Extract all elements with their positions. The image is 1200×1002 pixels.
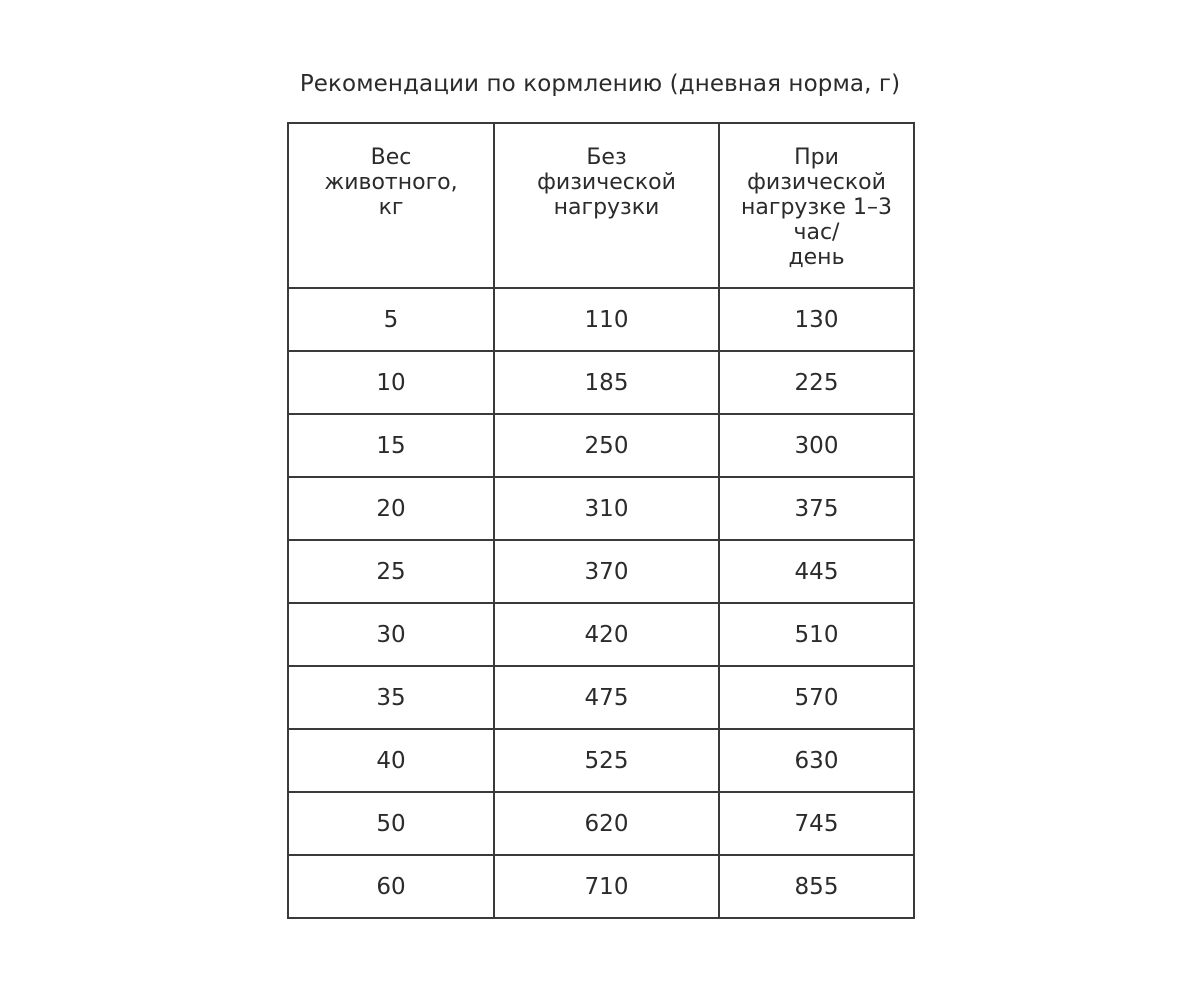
cell-weight: 35	[288, 666, 494, 729]
cell-weight: 10	[288, 351, 494, 414]
header-weight: Вес животного, кг	[288, 123, 494, 288]
table-row	[288, 792, 914, 855]
table-row	[288, 351, 914, 414]
table-row	[288, 288, 914, 351]
header-no-activity: Без физической нагрузки	[494, 123, 719, 288]
cell-no-activity: 310	[494, 477, 719, 540]
table-row	[288, 855, 914, 918]
cell-no-activity: 250	[494, 414, 719, 477]
header-with-activity: При физической нагрузке 1–3 час/ день	[719, 123, 914, 288]
cell-weight: 5	[288, 288, 494, 351]
feeding-table	[287, 122, 915, 919]
cell-weight: 40	[288, 729, 494, 792]
cell-with-activity: 510	[719, 603, 914, 666]
cell-with-activity: 855	[719, 855, 914, 918]
table-row	[288, 540, 914, 603]
cell-no-activity: 185	[494, 351, 719, 414]
cell-weight: 60	[288, 855, 494, 918]
cell-no-activity: 110	[494, 288, 719, 351]
cell-with-activity: 570	[719, 666, 914, 729]
cell-weight: 15	[288, 414, 494, 477]
cell-with-activity: 375	[719, 477, 914, 540]
cell-with-activity: 445	[719, 540, 914, 603]
cell-no-activity: 370	[494, 540, 719, 603]
cell-weight: 50	[288, 792, 494, 855]
cell-with-activity: 745	[719, 792, 914, 855]
cell-with-activity: 130	[719, 288, 914, 351]
cell-weight: 25	[288, 540, 494, 603]
cell-no-activity: 420	[494, 603, 719, 666]
table-row	[288, 666, 914, 729]
table-title: Рекомендации по кормлению (дневная норма, г)	[299, 71, 901, 97]
cell-with-activity: 630	[719, 729, 914, 792]
cell-no-activity: 710	[494, 855, 719, 918]
cell-with-activity: 300	[719, 414, 914, 477]
table-row	[288, 603, 914, 666]
cell-no-activity: 620	[494, 792, 719, 855]
cell-with-activity: 225	[719, 351, 914, 414]
table-row	[288, 414, 914, 477]
table-header-row	[288, 123, 914, 288]
cell-weight: 30	[288, 603, 494, 666]
cell-no-activity: 525	[494, 729, 719, 792]
table-row	[288, 477, 914, 540]
table-row	[288, 729, 914, 792]
cell-no-activity: 475	[494, 666, 719, 729]
cell-weight: 20	[288, 477, 494, 540]
